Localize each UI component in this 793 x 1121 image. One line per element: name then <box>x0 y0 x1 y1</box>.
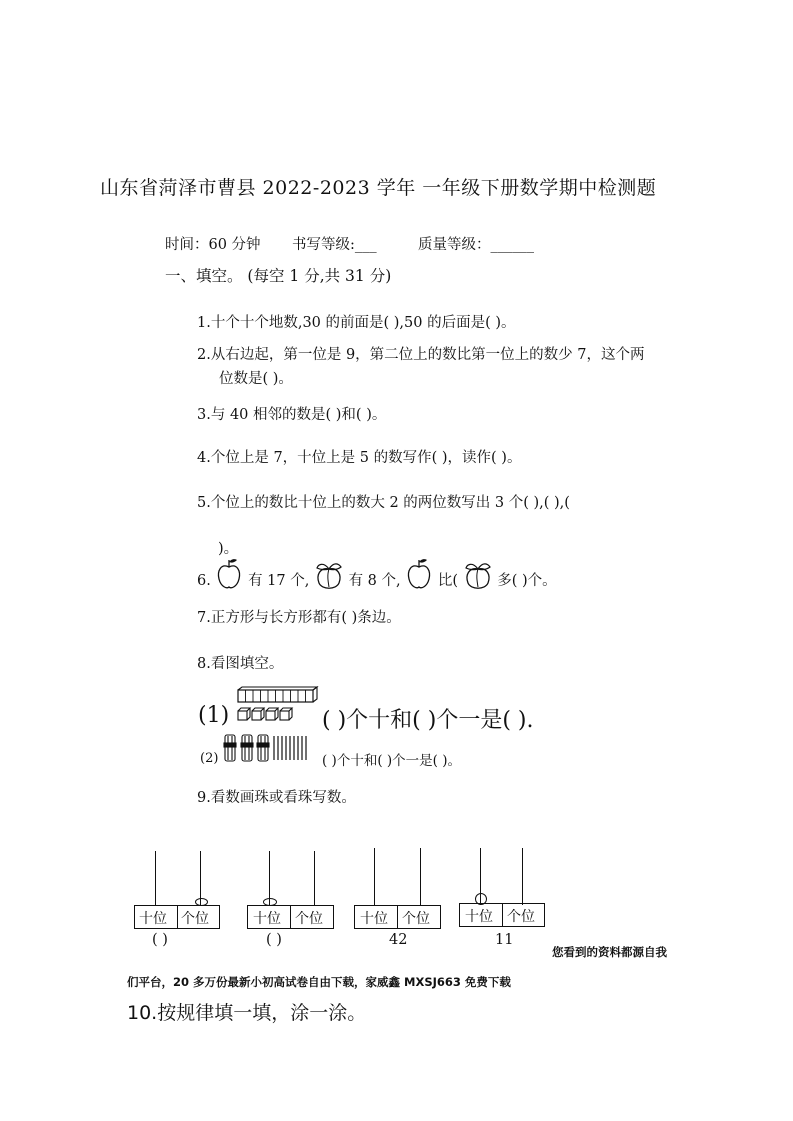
abacus-divider <box>290 905 291 929</box>
ones-label: 个位 <box>181 911 209 927</box>
apple-icon <box>405 557 433 591</box>
watermark-line2: 们平台，20 多万份最新小初高试卷自由下载，家威鑫 MXSJ663 免费下载 <box>127 975 511 989</box>
abacus-rod <box>314 851 315 905</box>
question-6-text-c: 比( <box>437 573 459 589</box>
abacus-rod <box>155 851 156 905</box>
tens-label: 十位 <box>139 911 167 927</box>
question-6-text-b: 有 8 个, <box>348 573 401 589</box>
abacus-rod <box>374 848 375 905</box>
question-6-text-d: 多( )个。 <box>497 573 557 589</box>
page-title: 山东省菏泽市曹县 2022-2023 学年 一年级下册数学期中检测题 <box>100 177 657 199</box>
question-7: 7.正方形与长方形都有( )条边。 <box>197 610 401 626</box>
question-2-line2: 位数是( )。 <box>219 371 293 387</box>
abacus-divider <box>502 903 503 927</box>
abacus-divider <box>177 905 178 929</box>
question-6 <box>197 557 557 591</box>
question-4: 4.个位上是 7，十位上是 5 的数写作( )，读作( )。 <box>197 450 522 466</box>
question-3: 3.与 40 相邻的数是( )和( )。 <box>197 407 387 423</box>
writing-grade: 书写等级:___ <box>292 237 377 253</box>
abacus-rod <box>269 851 270 905</box>
question-8: 8.看图填空。 <box>197 656 284 672</box>
quality-grade: 质量等级：______ <box>418 237 534 253</box>
abacus-answer: 42 <box>389 932 408 948</box>
ones-label: 个位 <box>507 909 535 925</box>
time-limit: 时间：60 分钟 <box>165 237 261 253</box>
peach-icon <box>463 559 493 591</box>
abacus-answer: 11 <box>495 932 514 948</box>
watermark-line1: 您看到的资料都源自我 <box>552 945 667 959</box>
question-6-text-a: 有 17 个, <box>248 573 310 589</box>
peach-icon <box>314 559 344 591</box>
abacus-rod <box>420 848 421 905</box>
question-2-line1: 2.从右边起，第一位是 9，第二位上的数比第一位上的数少 7，这个两 <box>197 347 645 363</box>
question-8-2-label: (2) <box>200 751 219 766</box>
apple-icon <box>215 557 243 591</box>
abacus-answer: ( ) <box>266 932 282 948</box>
tens-label: 十位 <box>360 911 388 927</box>
question-9: 9.看数画珠或看珠写数。 <box>197 790 356 806</box>
question-5-line2: )。 <box>218 541 239 557</box>
question-8-2-text: ( )个十和( )个一是( )。 <box>322 753 461 769</box>
ten-cube-rod-and-unit-cubes-icon <box>235 686 319 724</box>
bundled-sticks-icon <box>222 733 314 763</box>
ones-label: 个位 <box>295 911 323 927</box>
tens-label: 十位 <box>465 909 493 925</box>
question-10: 10.按规律填一填，涂一涂。 <box>127 1002 367 1024</box>
question-5-line1: 5.个位上的数比十位上的数大 2 的两位数写出 3 个( ),( ),( <box>197 495 570 511</box>
section-heading: 一、填空。 (每空 1 分,共 31 分) <box>165 267 392 285</box>
question-1: 1.十个十个地数,30 的前面是( ),50 的后面是( )。 <box>197 315 516 331</box>
question-8-1-text: ( )个十和( )个一是( ). <box>322 708 534 733</box>
abacus-divider <box>397 905 398 929</box>
abacus-rod <box>200 851 201 905</box>
question-6-number: 6. <box>197 573 211 589</box>
ones-label: 个位 <box>402 911 430 927</box>
question-8-1-label: (1) <box>198 703 230 728</box>
abacus-rod <box>522 848 523 905</box>
tens-label: 十位 <box>253 911 281 927</box>
abacus-answer: ( ) <box>152 932 168 948</box>
